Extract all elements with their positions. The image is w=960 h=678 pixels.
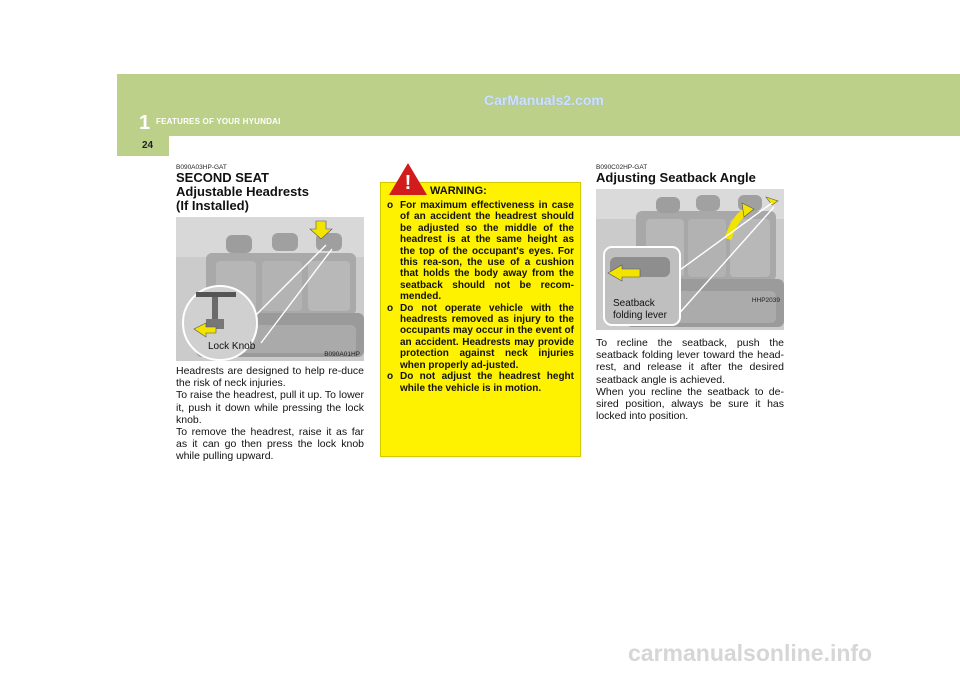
- body-text: [596, 337, 784, 422]
- lock-knob-label: Lock Knob: [208, 341, 256, 352]
- paragraph: To raise the headrest, pull it up. To lower it, push it down while pressing the lock knob.: [176, 389, 364, 426]
- heading-line: (If Installed): [176, 198, 249, 213]
- warning-title: WARNING:: [430, 185, 487, 197]
- bullet: o: [387, 200, 394, 211]
- warning-item-text: Do not adjust the headrest heght while the vehicle is in motion.: [400, 371, 574, 394]
- section-code: B090C02HP-GAT: [596, 164, 648, 171]
- warning-item-text: For maximum effectiveness in case of an accident the headrest should be adjusted so the middle of the headrest is at the same height as the top of the occupant's eyes. For this rea-son, the use of a cushion that holds the body away from the seatback should not be recom-mended.: [400, 200, 574, 303]
- caption-line: folding lever: [613, 310, 667, 321]
- warning-item: [387, 371, 574, 394]
- page-number: 24: [142, 140, 154, 151]
- warning-item: [387, 200, 574, 303]
- caption-line: Seatback: [613, 298, 655, 309]
- header-notch: [169, 136, 960, 156]
- paragraph: Headrests are designed to help re-duce the risk of neck injuries.: [176, 365, 364, 390]
- paragraph: To remove the headrest, raise it as far as it can go then press the lock knob while pulling upward.: [176, 426, 364, 463]
- paragraph: When you recline the seatback to de-sired position, always be sure it has locked into position.: [596, 385, 784, 423]
- warning-item: [387, 303, 574, 371]
- chapter-number: 1: [139, 112, 151, 134]
- seatback-figure: [596, 189, 784, 330]
- heading-line: Adjustable Headrests: [176, 184, 309, 199]
- chapter-title: FEATURES OF YOUR HYUNDAI: [156, 117, 281, 126]
- heading-line: SECOND SEAT: [176, 170, 269, 185]
- footer-watermark: carmanualsonline.info: [628, 640, 873, 666]
- figure-code: HHP2039: [751, 297, 780, 304]
- bullet: o: [387, 302, 394, 314]
- exclamation-icon: !: [404, 172, 412, 194]
- rear-seat-illustration: [176, 217, 364, 361]
- figure-code: B090A01HP: [324, 351, 360, 358]
- warning-list: [387, 200, 574, 394]
- section-code: B090A03HP-GAT: [176, 164, 227, 171]
- top-watermark-link[interactable]: CarManuals2.com: [484, 92, 604, 108]
- warning-item-text: Do not operate vehicle with the headrests removed as injury to the occupants may occur in the event of an accident. Headrests may provide protection against neck injuries when properly ad-justed.: [400, 302, 574, 371]
- bullet: o: [387, 371, 394, 383]
- paragraph: To recline the seatback, push the seatback folding lever toward the head-rest, and release it after the desired seatback angle is achieved.: [596, 337, 784, 386]
- section-heading: Adjusting Seatback Angle: [596, 170, 756, 185]
- headrest-figure: [176, 217, 364, 361]
- right-column: [596, 164, 784, 422]
- left-column: [176, 164, 364, 463]
- section-heading: [176, 171, 364, 213]
- body-text: [176, 365, 364, 463]
- seatback-lever-label: [613, 298, 667, 322]
